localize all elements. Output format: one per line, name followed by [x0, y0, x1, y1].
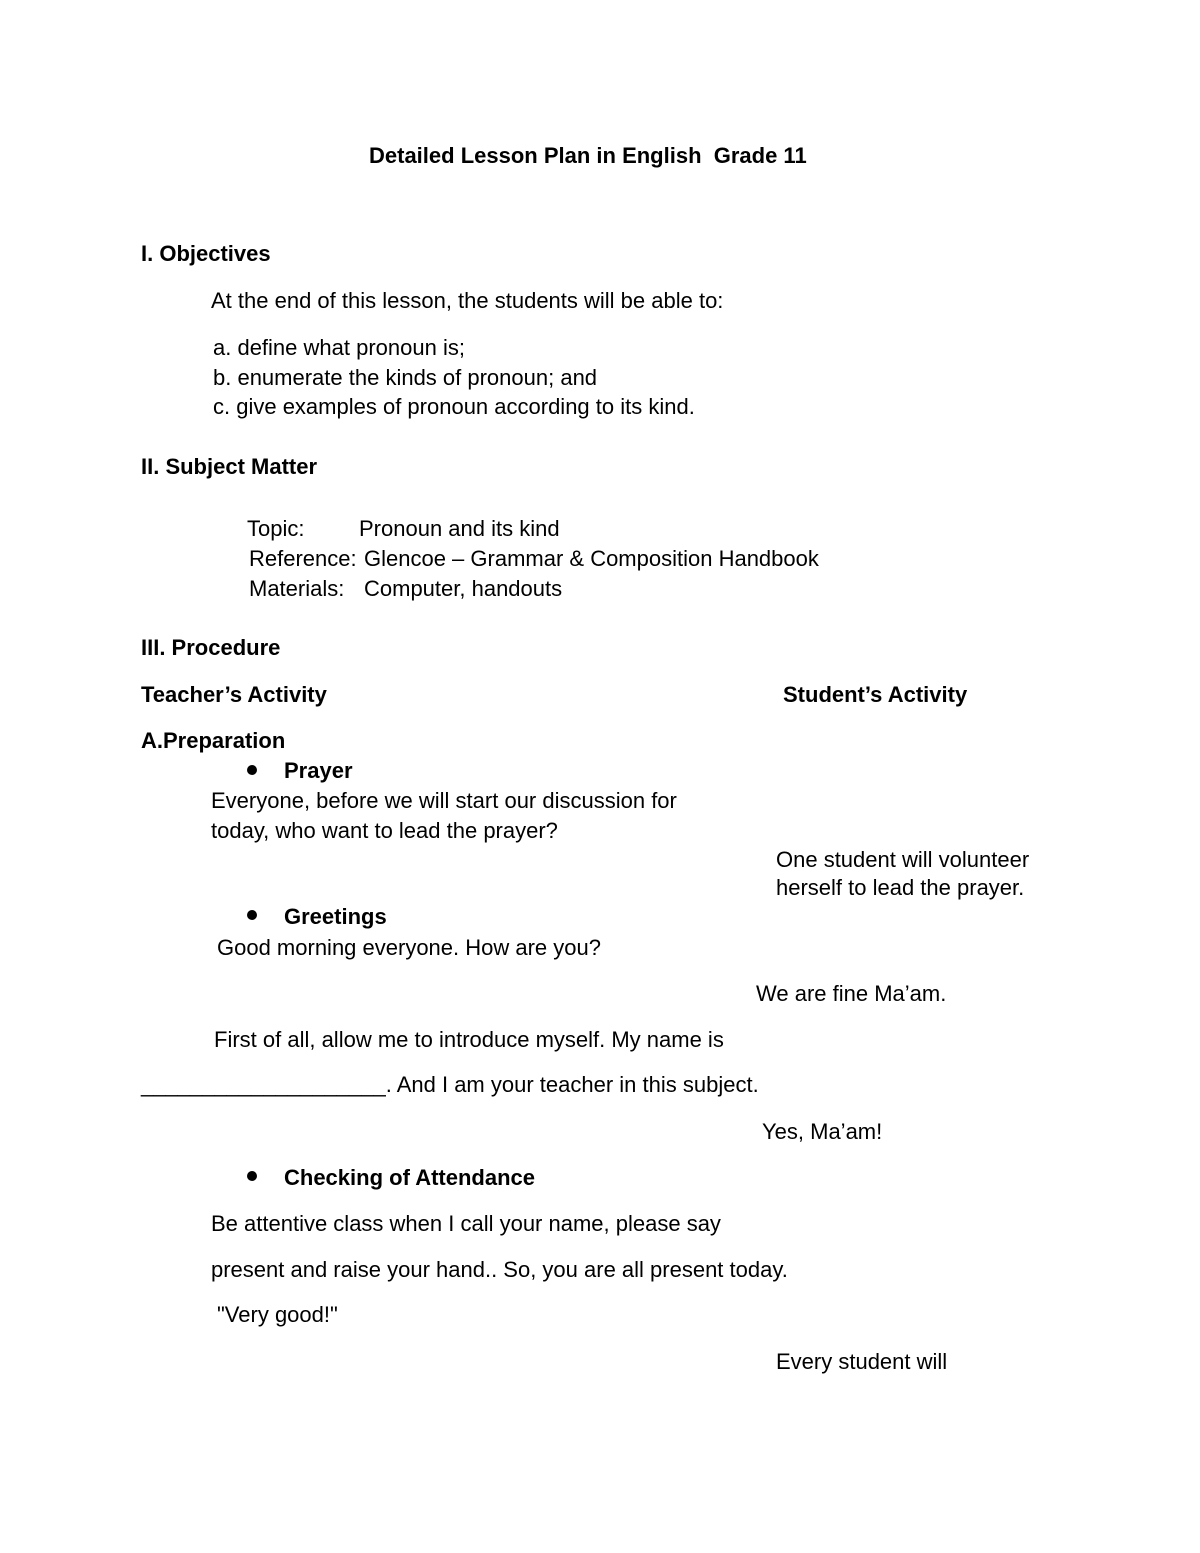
objective-item-b: b. enumerate the kinds of pronoun; and	[213, 365, 598, 390]
greetings-student-line-1: We are fine Ma’am.	[756, 981, 947, 1006]
greetings-student-line-2: Yes, Ma’am!	[762, 1119, 883, 1144]
bullet-icon	[247, 910, 257, 920]
materials-value: Computer, handouts	[364, 576, 563, 601]
bullet-icon	[247, 1171, 257, 1181]
objective-item-c: c. give examples of pronoun according to its kind.	[213, 394, 695, 419]
preparation-heading: A.Preparation	[141, 728, 286, 753]
procedure-heading: III. Procedure	[141, 635, 281, 660]
attendance-teacher-line-1: Be attentive class when I call your name, please say	[211, 1211, 721, 1236]
materials-label: Materials:	[249, 576, 345, 601]
attendance-teacher-line-2: present and raise your hand.. So, you are all present today.	[211, 1257, 788, 1282]
prayer-heading: Prayer	[284, 758, 353, 783]
objectives-intro: At the end of this lesson, the students will be able to:	[211, 288, 724, 313]
student-activity-header: Student’s Activity	[783, 682, 968, 707]
bullet-icon	[247, 765, 257, 775]
attendance-teacher-line-3: "Very good!"	[217, 1302, 338, 1327]
reference-label: Reference:	[249, 546, 357, 571]
reference-value: Glencoe – Grammar & Composition Handbook	[364, 546, 819, 571]
subject-matter-heading: II. Subject Matter	[141, 454, 318, 479]
topic-value: Pronoun and its kind	[359, 516, 560, 541]
prayer-teacher-line-2: today, who want to lead the prayer?	[211, 818, 558, 843]
document-title: Detailed Lesson Plan in English Grade 11	[369, 143, 807, 168]
greetings-teacher-line-2: First of all, allow me to introduce myself. My name is	[214, 1027, 724, 1052]
objectives-heading: I. Objectives	[141, 241, 271, 266]
attendance-student-line-1: Every student will	[776, 1349, 948, 1374]
prayer-teacher-line-1: Everyone, before we will start our discussion for	[211, 788, 677, 813]
prayer-student-line-2: herself to lead the prayer.	[776, 875, 1025, 900]
greetings-heading: Greetings	[284, 904, 387, 929]
greetings-teacher-line-3: ____________________. And I am your teacher in this subject.	[141, 1072, 759, 1097]
objective-item-a: a. define what pronoun is;	[213, 335, 465, 360]
teacher-activity-header: Teacher’s Activity	[141, 682, 327, 707]
attendance-heading: Checking of Attendance	[284, 1165, 535, 1190]
greetings-teacher-line-1: Good morning everyone. How are you?	[217, 935, 601, 960]
prayer-student-line-1: One student will volunteer	[776, 847, 1030, 872]
topic-label: Topic:	[247, 516, 305, 541]
